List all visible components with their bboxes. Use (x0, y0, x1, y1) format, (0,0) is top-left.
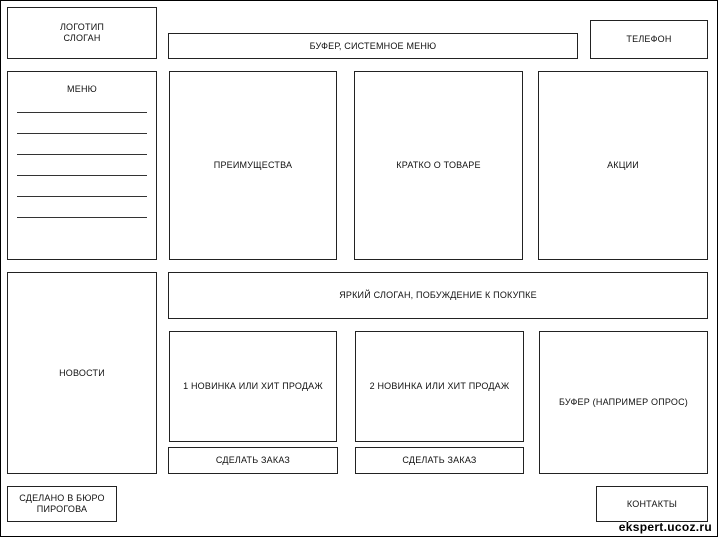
contacts-block[interactable] (596, 486, 708, 522)
product-2-block[interactable] (355, 331, 524, 442)
credit-text: СДЕЛАНО В БЮРО ПИРОГОВА (19, 493, 105, 514)
promotions-text: АКЦИИ (607, 160, 639, 170)
phone-text: ТЕЛЕФОН (626, 34, 672, 44)
contacts-text: КОНТАКТЫ (626, 498, 678, 509)
order-button-2[interactable] (355, 447, 524, 474)
order-button-2-label: СДЕЛАТЬ ЗАКАЗ (402, 455, 477, 465)
logo-slogan-text: ЛОГОТИП СЛОГАН (59, 22, 105, 43)
poll-block[interactable] (539, 331, 708, 474)
promotions-block[interactable] (538, 71, 708, 260)
menu-item-line[interactable] (17, 175, 147, 176)
about-product-block[interactable] (354, 71, 523, 260)
slogan-text: ЯРКИЙ СЛОГАН, ПОБУЖДЕНИЕ К ПОКУПКЕ (339, 290, 537, 300)
news-block[interactable] (7, 272, 157, 474)
about-product-text: КРАТКО О ТОВАРЕ (396, 160, 481, 170)
menu-title: МЕНЮ (67, 84, 97, 94)
order-button-1[interactable] (168, 447, 338, 474)
poll-text: БУФЕР (НАПРИМЕР ОПРОС) (559, 397, 688, 407)
menu-item-line[interactable] (17, 217, 147, 218)
system-menu-bar[interactable] (168, 33, 578, 59)
menu-item-line[interactable] (17, 154, 147, 155)
news-text: НОВОСТИ (59, 367, 105, 378)
credit-block[interactable] (7, 486, 117, 522)
phone-block[interactable] (590, 20, 708, 59)
advantages-block[interactable] (169, 71, 337, 260)
product-1-text: 1 НОВИНКА ИЛИ ХИТ ПРОДАЖ (183, 381, 323, 391)
system-menu-text: БУФЕР, СИСТЕМНОЕ МЕНЮ (309, 40, 437, 51)
product-2-text: 2 НОВИНКА ИЛИ ХИТ ПРОДАЖ (369, 381, 510, 391)
menu-item-line[interactable] (17, 133, 147, 134)
order-button-1-label: СДЕЛАТЬ ЗАКАЗ (215, 455, 291, 465)
menu-block (7, 71, 157, 260)
advantages-text: ПРЕИМУЩЕСТВА (213, 160, 293, 170)
menu-item-line[interactable] (17, 112, 147, 113)
logo-slogan-block[interactable] (7, 7, 157, 59)
slogan-banner (168, 272, 708, 319)
menu-item-line[interactable] (17, 196, 147, 197)
product-1-block[interactable] (169, 331, 337, 442)
site-watermark: ekspert.ucoz.ru (618, 520, 712, 534)
